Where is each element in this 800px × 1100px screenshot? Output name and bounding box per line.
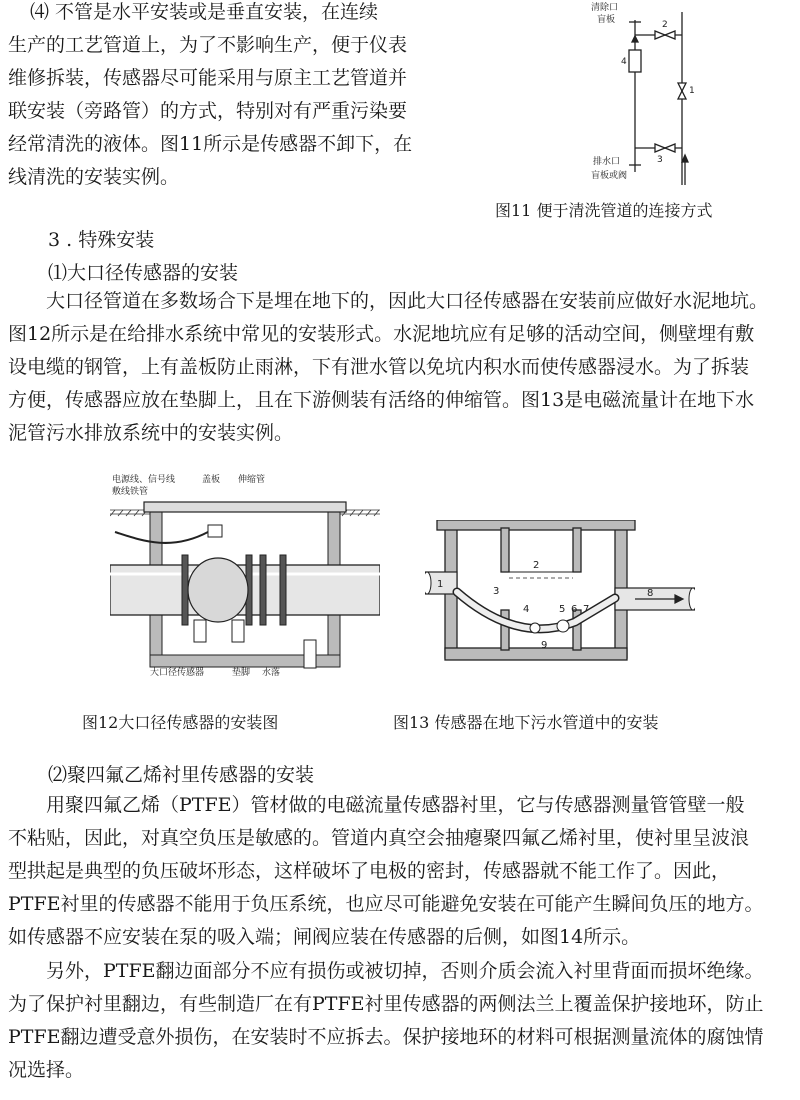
fig12-label-cover: 盖板 <box>202 475 221 485</box>
fig11-label-blind-plate: 盲板 <box>597 15 616 25</box>
sub2-p2-line: 况选择。 <box>8 1059 85 1081</box>
fig11-label-3: 3 <box>657 155 663 165</box>
fig13-label-6: 6 <box>571 604 578 615</box>
fig11-label-4: 4 <box>621 57 627 67</box>
fig12-label-cable: 电源线、信号线 <box>112 475 176 485</box>
sub2-p1-line: PTFE衬里的传感器不能用于负压系统，也应尽可能避免安装在可能产生瞬间负压的地方。 <box>8 893 764 915</box>
sub1-line: 图12所示是在给排水系统中常见的安装形式。水泥地坑应有足够的活动空间，侧壁埋有敷 <box>8 323 755 345</box>
intro-line: 线清洗的安装实例。 <box>8 166 180 188</box>
subsection-2-heading: ⑵聚四氟乙烯衬里传感器的安装 <box>48 764 315 786</box>
intro-line: 经常清洗的液体。图11所示是传感器不卸下，在 <box>8 133 413 155</box>
fig13-label-8: 8 <box>647 588 654 599</box>
sub1-line: 大口径管道在多数场合下是埋在地下的，因此大口径传感器在安装前应做好水泥地坑。 <box>46 290 769 312</box>
sub2-p1-line: 型拱起是典型的负压破坏形态，这样破坏了电极的密封，传感器就不能工作了。因此， <box>8 860 731 882</box>
sub2-p1-line: 不粘贴，因此，对真空负压是敏感的。管道内真空会抽瘪聚四氟乙烯衬里，使衬里呈波浪 <box>8 827 750 849</box>
fig13-label-5: 5 <box>559 604 566 615</box>
fig12-label-expansion: 伸缩管 <box>238 475 266 485</box>
figure-11-caption: 图11 便于清洗管道的连接方式 <box>495 201 713 220</box>
fig12-label-sensor: 大口径传感器 <box>150 668 205 678</box>
fig13-label-7: 7 <box>583 604 590 615</box>
sub1-line: 泥管污水排放系统中的安装实例。 <box>8 422 294 444</box>
intro-line: ⑷ 不管是水平安装或是垂直安装，在连续 <box>30 1 379 23</box>
figure-12-caption: 图12大口径传感器的安装图 <box>82 713 279 732</box>
fig11-label-drain: 排水口 <box>593 157 621 167</box>
figure-13-diagram <box>425 520 695 675</box>
sub1-line: 设电缆的钢管，上有盖板防止雨淋，下有泄水管以免坑内积水而使传感器浸水。为了拆装 <box>8 356 750 378</box>
figure-13-caption: 图13 传感器在地下污水管道中的安装 <box>393 713 659 732</box>
fig13-label-9: 9 <box>541 640 548 651</box>
fig11-label-2: 2 <box>662 20 668 30</box>
fig12-label-steel-pipe: 敷线铁管 <box>112 487 149 497</box>
fig12-label-drain: 水落 <box>262 668 281 678</box>
subsection-1-paragraph <box>8 285 768 450</box>
intro-paragraph <box>8 0 412 194</box>
fig11-label-blind-or-valve: 盲板或阀 <box>591 171 628 181</box>
intro-line: 生产的工艺管道上，为了不影响生产，便于仪表 <box>8 34 408 56</box>
intro-line: 维修拆装，传感器尽可能采用与原主工艺管道并 <box>8 67 408 89</box>
subsection-1-heading: ⑴大口径传感器的安装 <box>48 262 239 284</box>
fig11-label-1: 1 <box>689 86 695 96</box>
fig11-label-cleanout: 清除口 <box>591 3 619 13</box>
subsection-2-paragraph-2 <box>8 955 764 1087</box>
intro-line: 联安装（旁路管）的方式，特别对有严重污染要 <box>8 100 408 122</box>
figure-12-diagram <box>110 470 380 680</box>
sub2-p2-line: PTFE翻边遭受意外损伤，在安装时不应拆去。保护接地环的材料可根据测量流体的腐蚀情 <box>8 1026 764 1048</box>
sub2-p2-line: 另外，PTFE翻边面部分不应有损伤或被切掉，否则介质会流入衬里背面而损坏绝缘。 <box>46 960 764 982</box>
fig12-label-foot: 垫脚 <box>232 668 251 678</box>
sub1-line: 方便，传感器应放在垫脚上，且在下游侧装有活络的伸缩管。图13是电磁流量计在地下水 <box>8 389 755 411</box>
fig13-label-4: 4 <box>523 604 530 615</box>
section-3-heading: 3 . 特殊安装 <box>48 229 155 251</box>
sub2-p1-line: 如传感器不应安装在泵的吸入端；闸阀应装在传感器的后侧，如图14所示。 <box>8 926 641 948</box>
fig13-label-1: 1 <box>437 579 444 590</box>
sub2-p2-line: 为了保护衬里翻边，有些制造厂在有PTFE衬里传感器的两侧法兰上覆盖保护接地环，防止 <box>8 993 764 1015</box>
fig13-label-3: 3 <box>493 586 500 597</box>
sub2-p1-line: 用聚四氟乙烯（PTFE）管材做的电磁流量传感器衬里，它与传感器测量管管壁一般 <box>46 794 745 816</box>
subsection-2-paragraph-1 <box>8 789 764 954</box>
figure-11-diagram <box>585 0 705 190</box>
fig13-label-2: 2 <box>533 560 540 571</box>
